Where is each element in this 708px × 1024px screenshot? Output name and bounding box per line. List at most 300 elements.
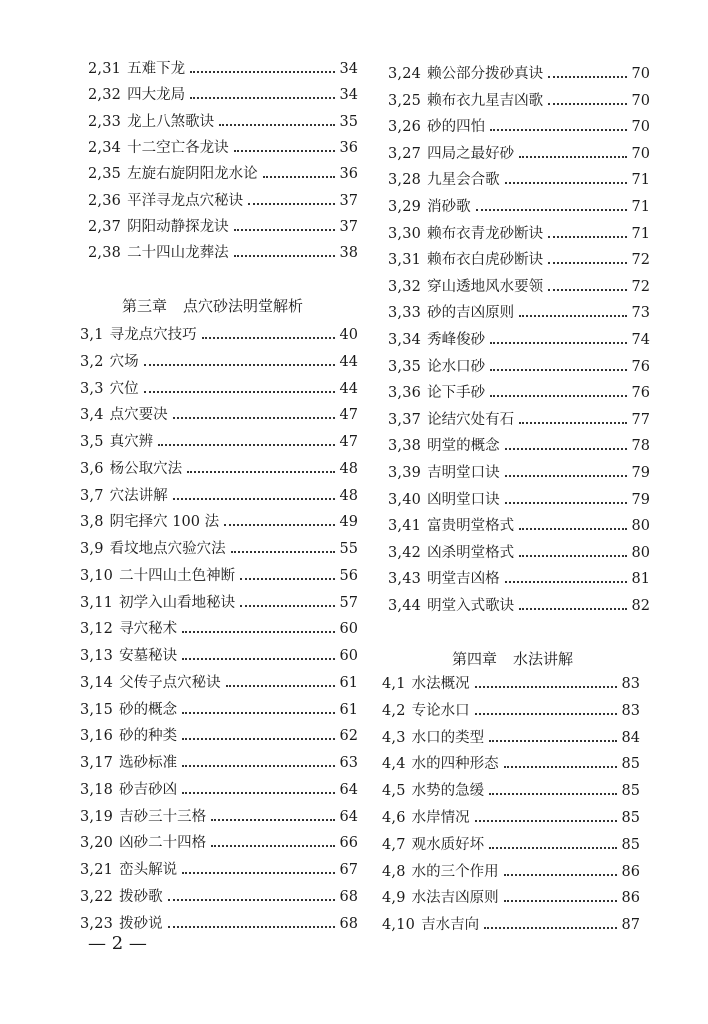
dot-leader bbox=[505, 502, 627, 504]
toc-entry-number: 4,9 bbox=[382, 890, 406, 907]
dot-leader bbox=[234, 229, 335, 231]
toc-entry-number: 4,2 bbox=[382, 702, 406, 719]
toc-entry-page: 85 bbox=[621, 810, 640, 826]
toc-entry bbox=[80, 884, 358, 910]
toc-entry-title: 穴场 bbox=[109, 353, 139, 370]
toc-entry-title: 阴宅择穴 100 法 bbox=[109, 514, 220, 531]
toc-entry bbox=[388, 354, 650, 380]
toc-entry-title: 初学入山看地秘诀 bbox=[119, 594, 236, 611]
toc-entry-page: 44 bbox=[339, 353, 358, 370]
toc-entry-number: 2,31 bbox=[88, 61, 122, 77]
dot-leader bbox=[187, 471, 334, 473]
toc-entry-number: 3,3 bbox=[80, 380, 104, 397]
toc-entry bbox=[80, 402, 358, 428]
toc-entry-page: 67 bbox=[339, 862, 358, 878]
toc-entry bbox=[80, 429, 358, 455]
toc-entry-number: 3,23 bbox=[80, 915, 114, 932]
toc-entry-page: 36 bbox=[339, 139, 358, 156]
toc-entry-page: 48 bbox=[339, 487, 358, 504]
toc-entry bbox=[382, 805, 640, 831]
toc-entry-number: 4,8 bbox=[382, 863, 406, 880]
dot-leader bbox=[144, 391, 335, 393]
dot-leader bbox=[173, 498, 335, 500]
toc-entry-number: 3,33 bbox=[388, 305, 422, 322]
toc-entry bbox=[388, 380, 650, 406]
toc-entry bbox=[80, 723, 358, 749]
toc-entry-number: 2,33 bbox=[88, 113, 122, 130]
toc-entry-page: 60 bbox=[339, 648, 358, 664]
toc-entry-page: 76 bbox=[631, 358, 650, 375]
toc-entry-number: 3,32 bbox=[388, 278, 422, 295]
toc-entry-title: 二十四山龙葬法 bbox=[127, 245, 229, 262]
toc-entry bbox=[388, 540, 650, 566]
toc-entry-number: 4,3 bbox=[382, 729, 406, 746]
toc-entry-number: 3,11 bbox=[80, 594, 114, 611]
toc-entry-title: 峦头解说 bbox=[119, 862, 178, 878]
toc-entry-page: 83 bbox=[621, 702, 640, 719]
toc-entry-title: 四大龙局 bbox=[127, 87, 186, 104]
chapter-3-title: 点穴砂法明堂解析 bbox=[183, 297, 304, 315]
toc-entry-page: 60 bbox=[339, 621, 358, 638]
toc-entry-number: 3,5 bbox=[80, 434, 104, 450]
toc-entry-title: 水口的类型 bbox=[411, 729, 485, 746]
toc-entry-title: 观水质好坏 bbox=[411, 836, 485, 853]
toc-entry-page: 36 bbox=[339, 166, 358, 183]
dot-leader bbox=[519, 315, 626, 317]
toc-entry bbox=[388, 566, 650, 592]
dot-leader bbox=[182, 792, 334, 794]
dot-leader bbox=[226, 685, 335, 687]
dot-leader bbox=[182, 658, 334, 660]
toc-entry-title: 吉明堂口诀 bbox=[427, 465, 500, 481]
toc-entry-page: 70 bbox=[631, 119, 650, 136]
dot-leader bbox=[190, 71, 334, 73]
toc-entry-title: 赖布衣青龙砂断诀 bbox=[427, 225, 544, 242]
dot-leader bbox=[234, 255, 335, 257]
toc-entry bbox=[80, 857, 358, 883]
toc-entry-title: 点穴要决 bbox=[109, 407, 168, 424]
toc-entry-number: 3,16 bbox=[80, 728, 114, 745]
toc-entry-page: 85 bbox=[621, 783, 640, 800]
toc-entry-number: 3,4 bbox=[80, 407, 104, 424]
dot-leader bbox=[489, 847, 616, 849]
dot-leader bbox=[173, 417, 335, 419]
toc-entry-number: 3,34 bbox=[388, 332, 422, 348]
toc-entry-title: 水法概况 bbox=[411, 676, 470, 692]
toc-entry-page: 85 bbox=[621, 756, 640, 773]
page-number: — 2 — bbox=[88, 933, 147, 954]
toc-entry bbox=[382, 885, 640, 911]
toc-entry-number: 3,44 bbox=[388, 598, 422, 614]
toc-entry-title: 富贵明堂格式 bbox=[427, 518, 515, 535]
toc-entry-number: 3,8 bbox=[80, 514, 104, 531]
dot-leader bbox=[231, 551, 335, 553]
toc-entry bbox=[388, 593, 650, 619]
dot-leader bbox=[490, 129, 626, 131]
toc-entry-title: 平洋寻龙点穴秘诀 bbox=[127, 192, 244, 209]
toc-entry-number: 4,4 bbox=[382, 756, 406, 773]
toc-entry-number: 3,2 bbox=[80, 353, 104, 370]
toc-entry bbox=[382, 832, 640, 858]
dot-leader bbox=[490, 369, 626, 371]
toc-entry bbox=[388, 513, 650, 539]
toc-entry-title: 水势的急缓 bbox=[411, 783, 485, 800]
dot-leader bbox=[519, 528, 626, 530]
toc-entry-page: 76 bbox=[631, 385, 650, 402]
toc-entry-title: 赖公部分拨砂真诀 bbox=[427, 66, 544, 82]
dot-leader bbox=[504, 766, 617, 768]
toc-entry-page: 38 bbox=[339, 245, 358, 262]
chapter-3-heading bbox=[122, 292, 303, 320]
toc-entry-title: 真穴辨 bbox=[109, 434, 154, 450]
toc-entry bbox=[80, 483, 358, 509]
dot-leader bbox=[168, 899, 335, 901]
toc-entry bbox=[388, 300, 650, 326]
toc-entry-title: 砂的四怕 bbox=[427, 119, 486, 136]
toc-entry bbox=[80, 750, 358, 776]
toc-entry-title: 论水口砂 bbox=[427, 358, 486, 375]
toc-entry bbox=[88, 135, 358, 161]
toc-entry-number: 3,9 bbox=[80, 541, 104, 557]
toc-entry bbox=[88, 188, 358, 214]
dot-leader bbox=[548, 262, 626, 264]
toc-entry bbox=[388, 487, 650, 513]
dot-leader bbox=[519, 555, 626, 557]
dot-leader bbox=[182, 712, 334, 714]
toc-entry-page: 34 bbox=[339, 61, 358, 77]
toc-entry-number: 2,38 bbox=[88, 245, 122, 262]
toc-entry-number: 3,15 bbox=[80, 701, 114, 718]
toc-entry bbox=[388, 194, 650, 220]
toc-entry-title: 消砂歌 bbox=[427, 199, 471, 215]
toc-entry-page: 55 bbox=[339, 541, 358, 557]
toc-entry-number: 3,31 bbox=[388, 252, 422, 269]
toc-entry-title: 五难下龙 bbox=[127, 61, 186, 77]
dot-leader bbox=[548, 76, 626, 78]
toc-entry-title: 阴阳动静探龙诀 bbox=[127, 218, 229, 235]
toc-entry bbox=[80, 830, 358, 856]
toc-entry-page: 70 bbox=[631, 145, 650, 162]
toc-entry bbox=[382, 859, 640, 885]
dot-leader bbox=[475, 820, 617, 822]
toc-entry-number: 3,41 bbox=[388, 518, 422, 535]
toc-entry bbox=[388, 61, 650, 87]
toc-entry-page: 87 bbox=[621, 917, 640, 934]
toc-entry-number: 3,26 bbox=[388, 119, 422, 136]
toc-entry-number: 3,18 bbox=[80, 781, 114, 798]
dot-leader bbox=[211, 845, 334, 847]
toc-entry-title: 凶明堂口诀 bbox=[427, 491, 500, 508]
toc-entry-number: 3,39 bbox=[388, 465, 422, 481]
dot-leader bbox=[240, 605, 334, 607]
toc-entry-title: 凶砂二十四格 bbox=[119, 835, 207, 852]
toc-entry-number: 3,27 bbox=[388, 145, 422, 162]
toc-entry-page: 73 bbox=[631, 305, 650, 322]
toc-entry-number: 3,14 bbox=[80, 674, 114, 691]
chapter-4-heading bbox=[452, 645, 573, 673]
toc-entry-title: 明堂的概念 bbox=[427, 438, 500, 455]
toc-entry-page: 47 bbox=[339, 434, 358, 450]
toc-entry-number: 4,10 bbox=[382, 917, 416, 934]
toc-entry-page: 80 bbox=[631, 518, 650, 535]
dot-leader bbox=[505, 581, 627, 583]
chapter-4-label: 第四章 bbox=[452, 650, 498, 668]
toc-entry-page: 74 bbox=[631, 332, 650, 348]
toc-entry bbox=[80, 777, 358, 803]
dot-leader bbox=[248, 203, 334, 205]
toc-entry-number: 3,7 bbox=[80, 487, 104, 504]
toc-entry-title: 拨砂说 bbox=[119, 915, 163, 932]
toc-entry-title: 穿山透地风水要领 bbox=[427, 278, 544, 295]
dot-leader bbox=[234, 150, 335, 152]
toc-entry-title: 杨公取穴法 bbox=[109, 460, 183, 477]
dot-leader bbox=[519, 156, 626, 158]
toc-entry-number: 3,10 bbox=[80, 567, 114, 584]
toc-entry bbox=[88, 109, 358, 135]
toc-entry bbox=[388, 221, 650, 247]
dot-leader bbox=[144, 364, 335, 366]
toc-entry bbox=[80, 376, 358, 402]
toc-entry-number: 4,1 bbox=[382, 676, 406, 692]
toc-entry-page: 72 bbox=[631, 278, 650, 295]
dot-leader bbox=[190, 97, 334, 99]
toc-entry-number: 3,21 bbox=[80, 862, 114, 878]
toc-entry bbox=[382, 778, 640, 804]
toc-entry bbox=[80, 590, 358, 616]
dot-leader bbox=[504, 900, 617, 902]
toc-entry-number: 3,24 bbox=[388, 66, 422, 82]
toc-entry-page: 86 bbox=[621, 890, 640, 907]
toc-entry-page: 80 bbox=[631, 544, 650, 561]
toc-entry bbox=[388, 433, 650, 459]
toc-entry bbox=[382, 671, 640, 697]
toc-entry-title: 水的四种形态 bbox=[411, 756, 499, 773]
toc-entry-page: 77 bbox=[631, 411, 650, 428]
toc-entry-number: 3,35 bbox=[388, 358, 422, 375]
toc-entry-title: 明堂入式歌诀 bbox=[427, 598, 515, 614]
toc-entry-page: 64 bbox=[339, 808, 358, 825]
toc-entry-page: 62 bbox=[339, 728, 358, 745]
toc-entry-number: 4,7 bbox=[382, 836, 406, 853]
toc-entry-number: 3,20 bbox=[80, 835, 114, 852]
toc-entry-number: 3,1 bbox=[80, 327, 104, 343]
toc-entry-page: 35 bbox=[339, 113, 358, 130]
toc-entry-page: 68 bbox=[339, 888, 358, 905]
toc-entry-title: 明堂吉凶格 bbox=[427, 571, 500, 588]
toc-entry-number: 3,43 bbox=[388, 571, 422, 588]
toc-entry bbox=[388, 407, 650, 433]
toc-entry-title: 赖布衣白虎砂断诀 bbox=[427, 252, 544, 269]
dot-leader bbox=[490, 395, 626, 397]
toc-entry-title: 吉砂三十三格 bbox=[119, 808, 207, 825]
toc-entry-title: 砂的种类 bbox=[119, 728, 178, 745]
toc-entry-number: 3,12 bbox=[80, 621, 114, 638]
toc-entry bbox=[80, 456, 358, 482]
dot-leader bbox=[182, 765, 334, 767]
dot-leader bbox=[490, 342, 626, 344]
toc-entry-title: 砂吉砂凶 bbox=[119, 781, 178, 798]
dot-leader bbox=[519, 608, 626, 610]
dot-leader bbox=[182, 738, 334, 740]
toc-entry-page: 70 bbox=[631, 92, 650, 109]
toc-entry bbox=[80, 563, 358, 589]
toc-entry-page: 48 bbox=[339, 460, 358, 477]
toc-entry bbox=[88, 240, 358, 266]
toc-entry-page: 49 bbox=[339, 514, 358, 531]
toc-entry-number: 3,28 bbox=[388, 172, 422, 189]
toc-entry bbox=[80, 697, 358, 723]
dot-leader bbox=[240, 578, 334, 580]
toc-entry-number: 2,34 bbox=[88, 139, 122, 156]
toc-entry bbox=[388, 274, 650, 300]
toc-entry bbox=[388, 114, 650, 140]
toc-entry-page: 37 bbox=[339, 218, 358, 235]
toc-entry bbox=[88, 56, 358, 82]
toc-entry bbox=[382, 698, 640, 724]
dot-leader bbox=[182, 631, 334, 633]
toc-entry-title: 专论水口 bbox=[411, 702, 470, 719]
toc-entry bbox=[388, 327, 650, 353]
toc-entry-page: 70 bbox=[631, 66, 650, 82]
toc-entry-page: 84 bbox=[621, 729, 640, 746]
toc-entry-title: 水的三个作用 bbox=[411, 863, 499, 880]
dot-leader bbox=[504, 874, 617, 876]
dot-leader bbox=[489, 740, 616, 742]
toc-entry-page: 85 bbox=[621, 836, 640, 853]
toc-entry-number: 4,5 bbox=[382, 783, 406, 800]
dot-leader bbox=[476, 209, 627, 211]
toc-entry bbox=[80, 670, 358, 696]
toc-entry-number: 3,42 bbox=[388, 544, 422, 561]
toc-entry-page: 56 bbox=[339, 567, 358, 584]
toc-entry-title: 九星会合歌 bbox=[427, 172, 500, 189]
toc-entry-page: 81 bbox=[631, 571, 650, 588]
toc-entry-title: 论下手砂 bbox=[427, 385, 486, 402]
toc-entry-page: 63 bbox=[339, 755, 358, 771]
toc-entry bbox=[88, 82, 358, 108]
toc-entry bbox=[80, 804, 358, 830]
toc-entry-page: 61 bbox=[339, 674, 358, 691]
toc-entry-number: 3,6 bbox=[80, 460, 104, 477]
toc-entry-title: 父传子点穴秘诀 bbox=[119, 674, 221, 691]
toc-entry-page: 79 bbox=[631, 465, 650, 481]
toc-entry-title: 寻龙点穴技巧 bbox=[109, 327, 197, 343]
toc-entry-page: 71 bbox=[631, 199, 650, 215]
toc-entry-page: 78 bbox=[631, 438, 650, 455]
dot-leader bbox=[219, 124, 334, 126]
toc-entry bbox=[388, 167, 650, 193]
toc-entry-title: 穴位 bbox=[109, 380, 139, 397]
toc-entry-title: 安墓秘诀 bbox=[119, 648, 178, 664]
toc-entry-title: 看坟地点穴验穴法 bbox=[109, 541, 226, 557]
toc-entry-title: 选砂标准 bbox=[119, 755, 178, 771]
toc-entry-title: 论结穴处有石 bbox=[427, 411, 515, 428]
toc-entry bbox=[388, 88, 650, 114]
dot-leader bbox=[519, 422, 626, 424]
toc-entry bbox=[80, 643, 358, 669]
toc-entry-title: 拨砂歌 bbox=[119, 888, 163, 905]
toc-entry bbox=[388, 247, 650, 273]
chapter-3-label: 第三章 bbox=[122, 297, 168, 315]
dot-leader bbox=[505, 448, 627, 450]
toc-entry-title: 秀峰俊砂 bbox=[427, 332, 486, 348]
toc-entry-title: 水法吉凶原则 bbox=[411, 890, 499, 907]
dot-leader bbox=[475, 713, 617, 715]
toc-entry-page: 83 bbox=[621, 676, 640, 692]
toc-entry-number: 3,30 bbox=[388, 225, 422, 242]
toc-entry bbox=[382, 725, 640, 751]
toc-entry-number: 3,29 bbox=[388, 199, 422, 215]
toc-entry-title: 十二空亡各龙诀 bbox=[127, 139, 229, 156]
dot-leader bbox=[224, 524, 334, 526]
toc-entry-title: 穴法讲解 bbox=[109, 487, 168, 504]
chapter-4-title: 水法讲解 bbox=[513, 650, 574, 668]
toc-entry bbox=[80, 322, 358, 348]
toc-entry-page: 66 bbox=[339, 835, 358, 852]
toc-entry bbox=[382, 912, 640, 938]
dot-leader bbox=[475, 686, 617, 688]
toc-entry bbox=[80, 616, 358, 642]
toc-entry bbox=[88, 161, 358, 187]
dot-leader bbox=[263, 176, 335, 178]
dot-leader bbox=[182, 872, 334, 874]
toc-entry-number: 2,32 bbox=[88, 87, 122, 104]
toc-entry-page: 68 bbox=[339, 915, 358, 932]
toc-entry bbox=[80, 349, 358, 375]
toc-entry bbox=[80, 911, 358, 937]
toc-entry-title: 四局之最好砂 bbox=[427, 145, 515, 162]
toc-entry-page: 47 bbox=[339, 407, 358, 424]
toc-entry bbox=[80, 536, 358, 562]
toc-entry-title: 砂的吉凶原则 bbox=[427, 305, 515, 322]
toc-entry-number: 3,37 bbox=[388, 411, 422, 428]
toc-entry-number: 3,40 bbox=[388, 491, 422, 508]
toc-entry-title: 寻穴秘术 bbox=[119, 621, 178, 638]
toc-entry-title: 赖布衣九星吉凶歌 bbox=[427, 92, 544, 109]
toc-entry-number: 3,19 bbox=[80, 808, 114, 825]
toc-entry bbox=[388, 141, 650, 167]
toc-entry-page: 44 bbox=[339, 380, 358, 397]
toc-entry-title: 凶杀明堂格式 bbox=[427, 544, 515, 561]
dot-leader bbox=[211, 819, 334, 821]
dot-leader bbox=[202, 337, 335, 339]
toc-entry-number: 2,37 bbox=[88, 218, 122, 235]
toc-entry-number: 3,25 bbox=[388, 92, 422, 109]
toc-entry-number: 3,36 bbox=[388, 385, 422, 402]
toc-entry bbox=[88, 214, 358, 240]
toc-entry-page: 57 bbox=[339, 594, 358, 611]
toc-entry-page: 72 bbox=[631, 252, 650, 269]
toc-entry-title: 左旋右旋阴阳龙水论 bbox=[127, 166, 258, 183]
dot-leader bbox=[505, 475, 627, 477]
dot-leader bbox=[168, 926, 335, 928]
toc-entry-page: 37 bbox=[339, 192, 358, 209]
dot-leader bbox=[484, 927, 616, 929]
toc-entry-number: 3,13 bbox=[80, 648, 114, 664]
toc-entry-number: 2,35 bbox=[88, 166, 122, 183]
toc-entry-page: 61 bbox=[339, 701, 358, 718]
toc-entry-number: 3,38 bbox=[388, 438, 422, 455]
toc-entry-number: 2,36 bbox=[88, 192, 122, 209]
toc-entry-page: 86 bbox=[621, 863, 640, 880]
toc-entry-number: 3,22 bbox=[80, 888, 114, 905]
toc-entry-page: 82 bbox=[631, 598, 650, 614]
toc-entry-title: 水岸情况 bbox=[411, 810, 470, 826]
toc-entry-page: 79 bbox=[631, 491, 650, 508]
toc-entry bbox=[388, 460, 650, 486]
toc-entry-number: 3,17 bbox=[80, 755, 114, 771]
toc-entry-number: 4,6 bbox=[382, 810, 406, 826]
